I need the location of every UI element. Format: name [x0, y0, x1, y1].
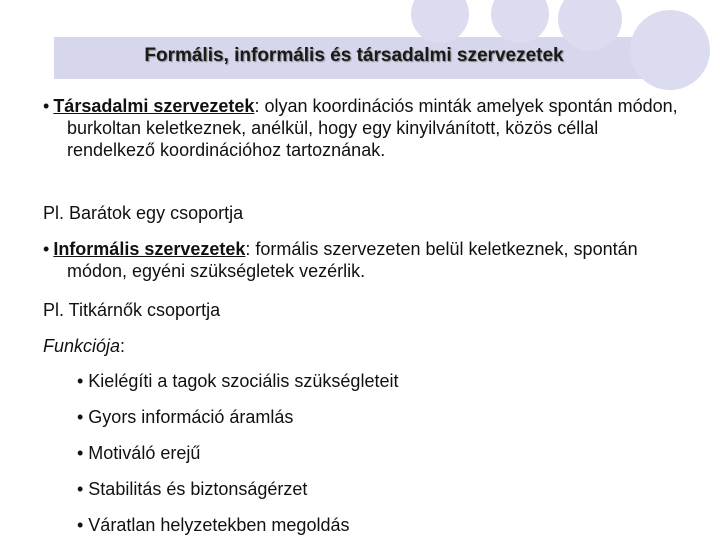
function-item-3: • Motiváló erejű	[77, 443, 201, 463]
function-item-5: • Váratlan helyzetekben megoldás	[77, 515, 350, 535]
paragraph-social-organizations	[43, 95, 687, 161]
informal-example: Pl. Titkárnők csoportja	[43, 300, 221, 320]
informal-definition: : formális szervezeten belül keletkeznek, spontán módon, egyéni szükségletek vezérlik.	[67, 239, 638, 281]
paragraph-informal-organizations	[43, 238, 687, 282]
decor-circle-1	[411, 0, 469, 43]
term-informal-organizations: Informális szervezetek	[53, 239, 246, 259]
function-item-4: • Stabilitás és biztonságérzet	[77, 479, 308, 499]
function-item-2: • Gyors információ áramlás	[77, 407, 294, 427]
social-example: Pl. Barátok egy csoportja	[43, 203, 244, 223]
decor-circle-3	[558, 0, 622, 51]
bullet: •	[43, 239, 50, 259]
bullet: •	[43, 96, 50, 116]
slide-title: Formális, informális és társadalmi szervezetek	[144, 45, 564, 66]
function-colon: :	[120, 336, 126, 356]
function-label: Funkciója	[43, 336, 121, 356]
function-item-1: • Kielégíti a tagok szociális szükségleteit	[77, 371, 399, 391]
decor-circle-2	[491, 0, 549, 43]
social-definition: : olyan koordinációs minták amelyek spontán módon, burkoltan keletkeznek, anélkül, hogy egy kinyilvánított, közös céllal rendelkező koordinációhoz tartoznának.	[67, 96, 678, 160]
function-heading	[43, 335, 125, 357]
term-social-organizations: Társadalmi szervezetek	[53, 96, 255, 116]
